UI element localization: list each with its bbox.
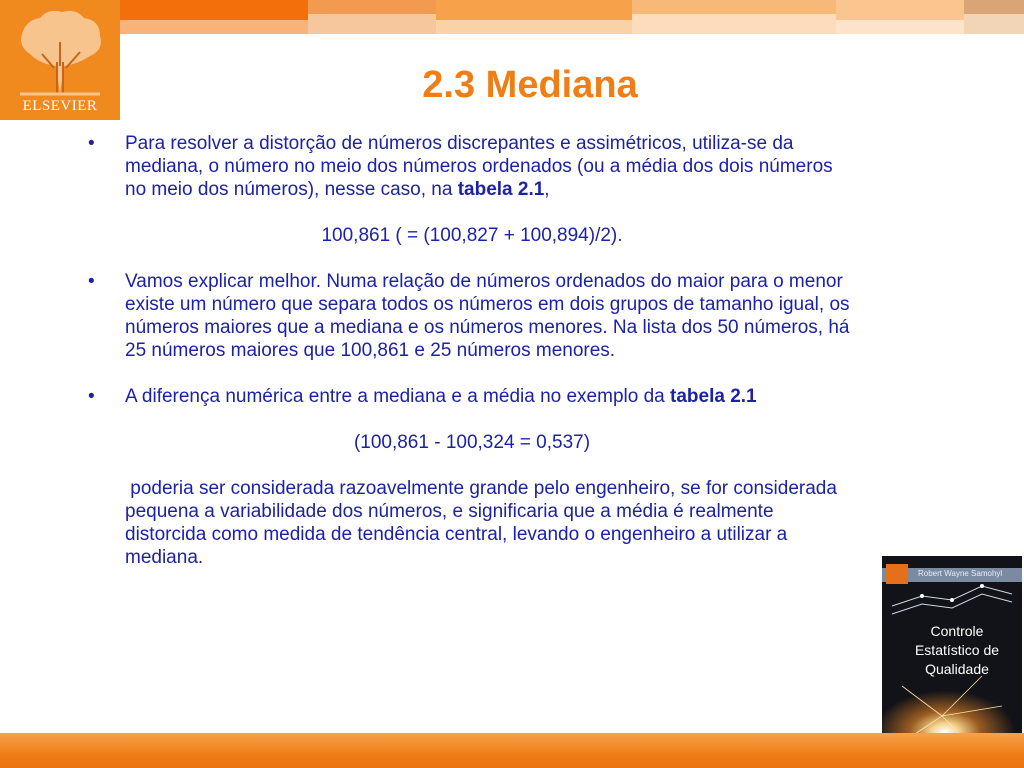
header-stripe bbox=[436, 20, 632, 34]
header-stripe bbox=[964, 14, 1024, 34]
bullet-paragraph bbox=[88, 385, 856, 408]
paragraph-text: A diferença numérica entre a mediana e a média no exemplo da bbox=[125, 386, 670, 407]
header-stripe bbox=[120, 0, 308, 20]
paragraph-text: Vamos explicar melhor. Numa relação de números ordenados do maior para o menor existe um número que separa todos os números em dois grupos de tamanho igual, os números maiores que a mediana e os números menores. Na lista dos 50 números, há 25 números maiores que 100,861 e 25 números menores. bbox=[125, 271, 850, 361]
header-stripe bbox=[308, 0, 436, 14]
formula-line: (100,861 - 100,324 = 0,537) bbox=[353, 432, 591, 453]
slide-title: 2.3 Mediana bbox=[422, 64, 638, 106]
book-title: Controle Estatístico de Qualidade bbox=[914, 623, 1000, 677]
header-stripe bbox=[120, 20, 308, 34]
logo-text: ELSEVIER bbox=[22, 98, 98, 114]
slide-content bbox=[88, 132, 856, 569]
paragraph-tail: , bbox=[544, 179, 550, 200]
footer-bar bbox=[0, 733, 1024, 768]
book-cover bbox=[882, 556, 1022, 748]
header-stripe bbox=[436, 0, 632, 20]
header-stripe bbox=[632, 0, 836, 14]
bullet-paragraph bbox=[88, 132, 856, 201]
book-publisher-logo bbox=[886, 564, 908, 584]
header-stripe bbox=[308, 14, 436, 34]
header-stripe bbox=[632, 14, 836, 34]
paragraph-text: Para resolver a distorção de números discrepantes e assimétricos, utiliza-se da mediana, o número no meio dos números ordenados (ou a média dos dois números no meio dos números), nesse caso, na bbox=[125, 133, 833, 200]
book-author: Robert Wayne Samohyl bbox=[918, 569, 1003, 578]
header-stripe bbox=[964, 0, 1024, 14]
table-reference: tabela 2.1 bbox=[457, 179, 545, 200]
formula-line: 100,861 ( = (100,827 + 100,894)/2). bbox=[321, 225, 623, 246]
table-reference: tabela 2.1 bbox=[670, 386, 757, 407]
header-stripe bbox=[836, 0, 964, 20]
continuation-paragraph: poderia ser considerada razoavelmente grande pelo engenheiro, se for considerada pequena a variabilidade dos números, e significaria que a média é realmente distorcida como medida de tendência central, levando o engenheiro a utilizar a mediana. bbox=[125, 478, 843, 568]
header-stripe bbox=[836, 20, 964, 34]
bullet-paragraph bbox=[88, 270, 856, 362]
